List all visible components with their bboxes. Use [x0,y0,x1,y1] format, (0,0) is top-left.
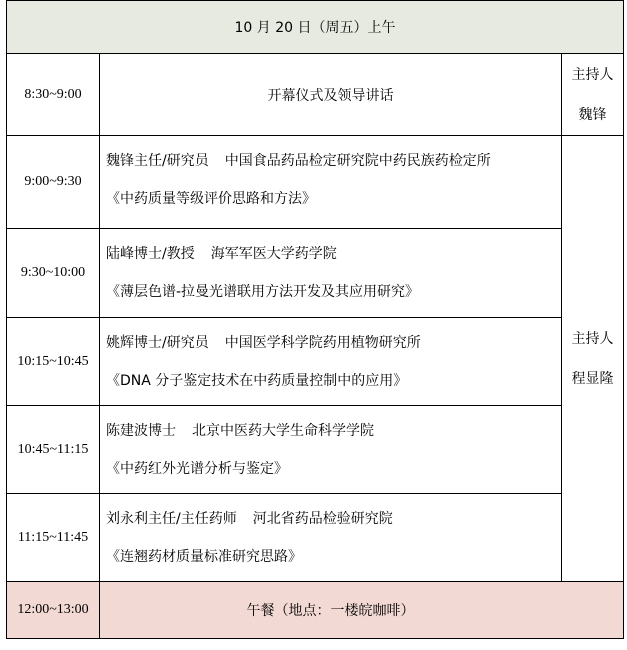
talk-topic: 《DNA 分子鉴定技术在中药质量控制中的应用》 [106,373,408,389]
session-title: 10 月 20 日（周五）上午 [7,1,624,54]
opening-host-label: 主持人 [571,66,614,83]
session-host [562,136,624,582]
talk-topic: 《连翘药材质量标准研究思路》 [106,549,302,565]
talk-speaker: 陈建波博士 [106,423,176,439]
talk-speaker: 魏锋主任/研究员 [106,153,209,169]
talk-speaker: 陆峰博士/教授 [106,246,195,262]
talk-row [7,136,624,229]
session-host-name: 程显隆 [571,370,614,387]
talk-row [7,494,624,582]
opening-host-name: 魏锋 [578,106,607,123]
talk-org: 北京中医药大学生命科学学院 [192,423,374,439]
talk-time: 9:00~9:30 [7,136,100,229]
talk-speaker: 刘永利主任/主任药师 [106,511,237,527]
session-host-label: 主持人 [571,330,614,347]
opening-title: 开幕仪式及领导讲话 [100,54,562,136]
talk-time: 10:45~11:15 [7,406,100,494]
talk-time: 9:30~10:00 [7,229,100,318]
talk-topic: 《薄层色谱-拉曼光谱联用方法开发及其应用研究》 [106,284,420,300]
talk-time: 10:15~10:45 [7,318,100,406]
talk-org: 河北省药品检验研究院 [252,511,393,527]
lunch-time: 12:00~13:00 [7,582,100,639]
opening-host [562,54,624,136]
talk-cell [100,136,562,229]
lunch-row [7,582,624,639]
talk-cell [100,406,562,494]
talk-cell [100,318,562,406]
talk-topic: 《中药质量等级评价思路和方法》 [106,191,316,207]
talk-time: 11:15~11:45 [7,494,100,582]
lunch-text: 午餐（地点：一楼皖咖啡） [100,582,624,639]
talk-row [7,406,624,494]
talk-org: 中国医学科学院药用植物研究所 [224,335,421,351]
opening-time: 8:30~9:00 [7,54,100,136]
talk-speaker: 姚辉博士/研究员 [106,335,209,351]
schedule-table [6,0,624,639]
header-row [7,1,624,54]
talk-cell [100,229,562,318]
talk-row [7,318,624,406]
opening-row [7,54,624,136]
talk-org: 中国食品药品检定研究院中药民族药检定所 [224,153,491,169]
talk-topic: 《中药红外光谱分析与鉴定》 [106,461,288,477]
talk-org: 海军军医大学药学院 [210,246,337,262]
talk-cell [100,494,562,582]
talk-row [7,229,624,318]
